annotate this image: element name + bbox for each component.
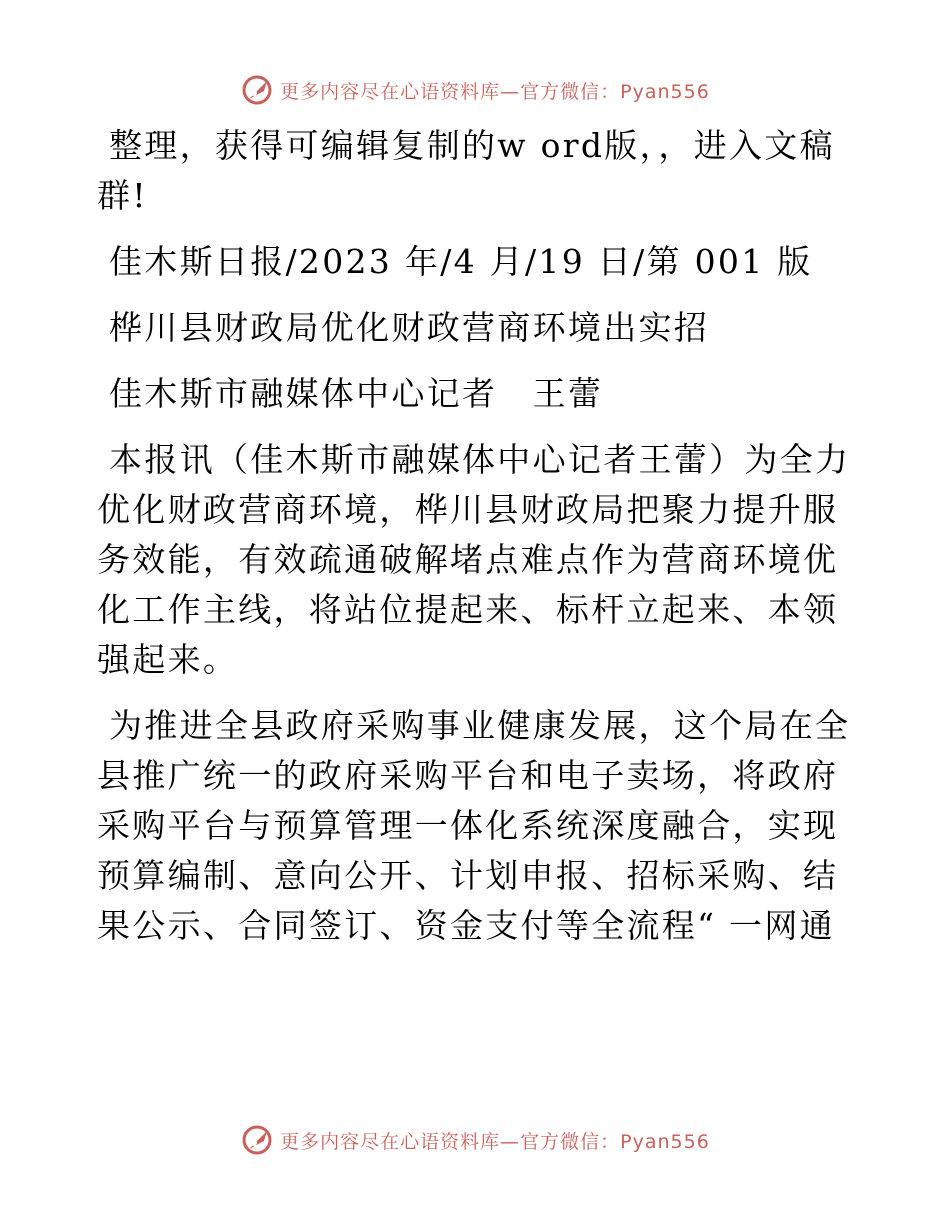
footer-watermark	[0, 1120, 950, 1160]
quill-seal-icon	[240, 1123, 274, 1157]
watermark-text: 更多内容尽在心语资料库—官方微信：Pyan556	[280, 1130, 710, 1153]
intro-note: 整理，获得可编辑复制的w ord版，，进入文稿群!	[97, 126, 835, 215]
newspaper-source-line: 佳木斯日报/2023 年/4 月/19 日/第 001 版	[109, 242, 813, 281]
header-watermark	[0, 70, 950, 110]
quill-seal-icon	[240, 73, 274, 107]
document-body	[97, 121, 853, 967]
watermark-text: 更多内容尽在心语资料库—官方微信：Pyan556	[280, 80, 710, 103]
body-paragraph: 为推进全县政府采购事业健康发展，这个局在全县推广统一的政府采购平台和电子卖场，将政府采购平台与预算管理一体化系统深度融合，实现预算编制、意向公开、计划申报、招标采购、结果公示、合同签订、资金支付等全流程“ 一网通	[97, 706, 851, 945]
article-headline: 桦川县财政局优化财政营商环境出实招	[109, 308, 710, 347]
article-byline: 佳木斯市融媒体中心记者 王蕾	[109, 374, 604, 413]
body-paragraph: 本报讯（佳木斯市融媒体中心记者王蕾）为全力优化财政营商环境，桦川县财政局把聚力提升服务效能，有效疏通破解堵点难点作为营商环境优化工作主线，将站位提起来、标杆立起来、本领强起来。	[97, 440, 851, 679]
